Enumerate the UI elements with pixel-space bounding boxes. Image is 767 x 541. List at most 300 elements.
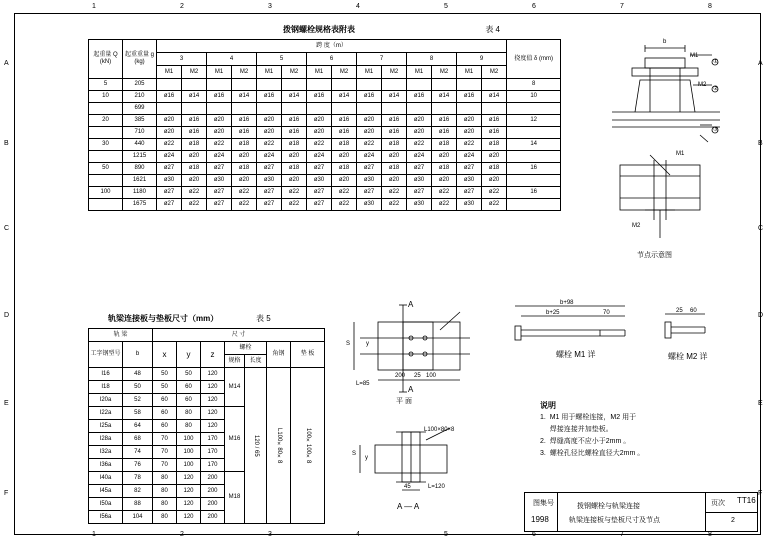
table-5-x: 50 xyxy=(153,381,177,394)
table-4-cell: ø18 xyxy=(482,163,507,175)
table-5-b: 78 xyxy=(123,472,153,485)
table-5-y: 60 xyxy=(177,394,201,407)
section-caption: A — A xyxy=(397,502,420,511)
table-5-z: 200 xyxy=(201,472,225,485)
table-4-d: 14 xyxy=(507,139,561,151)
table-4-cell: ø16 xyxy=(307,91,332,103)
ruler-left-mark: E xyxy=(4,400,9,407)
label-m1-node: M1 xyxy=(690,53,699,59)
table-4-cell: ø27 xyxy=(257,163,282,175)
title-block-page-label: 页次 xyxy=(711,500,725,507)
table-4-bolt-type: M1 xyxy=(307,66,332,79)
table-4-header-d: 挠度值 δ (mm) xyxy=(507,40,561,79)
table-4-cell: ø27 xyxy=(207,163,232,175)
table-4-cell: ø18 xyxy=(432,139,457,151)
ruler-right-mark: A xyxy=(758,60,763,67)
table-4-g: 1215 xyxy=(123,151,157,163)
table-5-z: 170 xyxy=(201,433,225,446)
ruler-right-mark: F xyxy=(758,490,763,497)
table-5-z: 200 xyxy=(201,498,225,511)
table-4-g: 710 xyxy=(123,127,157,139)
table-4-g: 1675 xyxy=(123,199,157,211)
table-4-span-value: 7 xyxy=(357,53,407,66)
table-4-cell: ø20 xyxy=(357,127,382,139)
table-4-cell: ø20 xyxy=(407,115,432,127)
table-4-g: 385 xyxy=(123,115,157,127)
table-5-header-z: z xyxy=(201,342,225,368)
table-5-x: 60 xyxy=(153,407,177,420)
ruler-top-mark: 1 xyxy=(92,3,96,10)
table-5-m: I18 xyxy=(89,381,123,394)
table-4-cell: ø22 xyxy=(182,187,207,199)
table-4-cell: ø20 xyxy=(157,115,182,127)
table-5-header-size: 尺 寸 xyxy=(153,329,325,342)
table-5-z: 120 xyxy=(201,394,225,407)
table-4-cell: ø16 xyxy=(207,91,232,103)
table-5-x: 80 xyxy=(153,472,177,485)
table-5-x: 80 xyxy=(153,511,177,524)
table-5-bolt-spec-b: M16 xyxy=(225,407,245,472)
table-4-cell: ø22 xyxy=(257,139,282,151)
table-4-cell: ø20 xyxy=(482,151,507,163)
table-4-g: 1180 xyxy=(123,187,157,199)
table-5-x: 60 xyxy=(153,394,177,407)
table-5-y: 120 xyxy=(177,472,201,485)
table-5-z: 120 xyxy=(201,420,225,433)
table-5-m: I32a xyxy=(89,446,123,459)
notes-heading: 说明 xyxy=(540,401,556,410)
table-5-y: 100 xyxy=(177,459,201,472)
node-detail-caption: 节点示意图 xyxy=(637,252,672,259)
section-view xyxy=(360,428,450,490)
table-5-header-angle: 角钢 xyxy=(267,342,291,368)
table-5-x: 70 xyxy=(153,459,177,472)
table-4-d: 10 xyxy=(507,91,561,103)
circle-2: ② xyxy=(713,86,719,92)
ruler-top-mark: 6 xyxy=(532,3,536,10)
table-4-cell: ø20 xyxy=(182,175,207,187)
ruler-bottom-mark: 7 xyxy=(620,531,624,538)
table-4-cell: ø16 xyxy=(282,115,307,127)
title-block-mid xyxy=(557,493,706,532)
table-4-cell: ø22 xyxy=(482,199,507,211)
table-4-cell: ø18 xyxy=(282,163,307,175)
table-4-cell: ø22 xyxy=(157,139,182,151)
ruler-right-mark: C xyxy=(758,225,764,232)
notes-list xyxy=(540,412,644,460)
table-4-cell: ø22 xyxy=(382,199,407,211)
table-4-cell: ø16 xyxy=(332,127,357,139)
title-block-year: 1998 xyxy=(531,515,549,524)
section-y: y xyxy=(365,455,368,461)
table-4-cell: ø22 xyxy=(282,199,307,211)
table-4-bolt-type: M2 xyxy=(332,66,357,79)
table-4-cell: ø20 xyxy=(332,175,357,187)
table-4-cell: ø20 xyxy=(157,127,182,139)
table-5-title: 轨梁连接板与垫板尺寸（mm） xyxy=(108,314,219,323)
label-s: S xyxy=(346,341,351,347)
table-5-number: 表 5 xyxy=(256,314,271,323)
table-4-g: 440 xyxy=(123,139,157,151)
table-5-b: 52 xyxy=(123,394,153,407)
table-4-cell: ø14 xyxy=(432,91,457,103)
ruler-top-mark: 2 xyxy=(180,3,184,10)
table-4-cell: ø22 xyxy=(207,139,232,151)
table-4-span-value: 8 xyxy=(407,53,457,66)
table-5-x: 50 xyxy=(153,368,177,381)
table-4-g: 1621 xyxy=(123,175,157,187)
table-5-b: 88 xyxy=(123,498,153,511)
table-5-b: 76 xyxy=(123,459,153,472)
table-5-bolt-length: 120 / 65 xyxy=(245,368,267,524)
table-4-cell: ø22 xyxy=(382,187,407,199)
table-4-cell: ø22 xyxy=(357,139,382,151)
table-4-cell: ø30 xyxy=(257,175,282,187)
table-5-b: 74 xyxy=(123,446,153,459)
table-4-cell: ø18 xyxy=(182,139,207,151)
ruler-top-mark: 3 xyxy=(268,3,272,10)
section-s: S xyxy=(352,451,357,457)
table-4-cell: ø16 xyxy=(482,115,507,127)
table-4-cell: ø22 xyxy=(332,199,357,211)
table-4-span-value: 5 xyxy=(257,53,307,66)
table-4-cell: ø20 xyxy=(232,175,257,187)
table-4-cell: ø27 xyxy=(307,163,332,175)
table-4-cell: ø20 xyxy=(207,127,232,139)
table-4-cell: ø14 xyxy=(282,91,307,103)
table-4-cell: ø16 xyxy=(257,91,282,103)
node-elevation xyxy=(612,45,720,142)
table-4-cell: ø24 xyxy=(307,151,332,163)
table-5-m: I56a xyxy=(89,511,123,524)
table-4-d: 8 xyxy=(507,79,561,91)
ruler-bottom-mark: 3 xyxy=(268,531,272,538)
ruler-left-mark: C xyxy=(4,225,10,232)
table-4-q: 20 xyxy=(89,115,123,127)
title-block xyxy=(524,492,758,532)
table-4-cell: ø27 xyxy=(407,163,432,175)
table-5-bolt-spec-c: M18 xyxy=(225,472,245,524)
table-4-cell: ø14 xyxy=(382,91,407,103)
table-4-cell: ø16 xyxy=(407,91,432,103)
table-5-b: 64 xyxy=(123,420,153,433)
table-5-m: I40a xyxy=(89,472,123,485)
ruler-bottom-mark: 5 xyxy=(444,531,448,538)
table-4-cell: ø20 xyxy=(282,175,307,187)
table-5-z: 200 xyxy=(201,485,225,498)
ruler-top-mark: 4 xyxy=(356,3,360,10)
table-4-cell: ø22 xyxy=(282,187,307,199)
ruler-top-mark: 5 xyxy=(444,3,448,10)
table-4-cell: ø24 xyxy=(257,151,282,163)
table-4-cell: ø22 xyxy=(307,139,332,151)
table-5-z: 170 xyxy=(201,446,225,459)
table-4-cell: ø14 xyxy=(482,91,507,103)
table-4-cell: ø16 xyxy=(332,115,357,127)
table-5-y: 120 xyxy=(177,511,201,524)
table-5-y: 120 xyxy=(177,485,201,498)
circle-3: ③ xyxy=(713,127,719,133)
plan-section-mark-top: A xyxy=(408,300,414,309)
table-4-cell: ø30 xyxy=(357,175,382,187)
table-4-cell: ø24 xyxy=(407,151,432,163)
table-4-cell: ø16 xyxy=(482,127,507,139)
table-4-cell: ø27 xyxy=(307,199,332,211)
table-5-z: 170 xyxy=(201,459,225,472)
table-4-cell: ø18 xyxy=(232,163,257,175)
ruler-bottom-mark: 4 xyxy=(356,531,360,538)
table-4-cell: ø20 xyxy=(282,151,307,163)
table-4-cell: ø22 xyxy=(457,139,482,151)
table-5-y: 50 xyxy=(177,368,201,381)
table-4-bolt-type: M2 xyxy=(432,66,457,79)
table-5-header-y: y xyxy=(177,342,201,368)
label-m2-lower: M2 xyxy=(632,223,641,229)
table-4-cell: ø24 xyxy=(157,151,182,163)
dim-b98: b+98 xyxy=(560,300,574,306)
table-4-cell: ø22 xyxy=(182,199,207,211)
ruler-right-mark: E xyxy=(758,400,763,407)
label-y: y xyxy=(366,341,369,347)
table-5-header-len: 长度 xyxy=(245,355,267,368)
table-4-cell: ø30 xyxy=(407,199,432,211)
title-block-name2: 轨梁连接板与垫板尺寸及节点 xyxy=(569,517,660,524)
note-item: 2. 焊缝高度不应小于2mm 。 xyxy=(540,438,631,445)
label-b: b xyxy=(663,39,667,45)
table-4-cell: ø20 xyxy=(307,127,332,139)
title-block-org: 图集号 xyxy=(533,500,554,507)
ruler-bottom-mark: 2 xyxy=(180,531,184,538)
table-4-bolt-type: M1 xyxy=(157,66,182,79)
table-4-bolt-type: M1 xyxy=(457,66,482,79)
table-4-cell: ø14 xyxy=(182,91,207,103)
table-4-q: 10 xyxy=(89,91,123,103)
table-5-b: 50 xyxy=(123,381,153,394)
table-4-bolt-type: M2 xyxy=(282,66,307,79)
dim-25: 25 xyxy=(414,373,421,379)
table-5-x: 60 xyxy=(153,420,177,433)
table-5-y: 120 xyxy=(177,498,201,511)
table-5-b: 82 xyxy=(123,485,153,498)
table-4-cell: ø27 xyxy=(157,199,182,211)
table-4-cell: ø20 xyxy=(307,115,332,127)
table-4-q: 50 xyxy=(89,163,123,175)
table-4-cell: ø22 xyxy=(232,199,257,211)
ruler-bottom-mark: 8 xyxy=(708,531,712,538)
table-4-cell: ø16 xyxy=(182,115,207,127)
table-4-cell: ø24 xyxy=(207,151,232,163)
table-4-cell: ø18 xyxy=(382,163,407,175)
table-4-cell: ø27 xyxy=(357,163,382,175)
table-4-cell: ø22 xyxy=(407,139,432,151)
table-4-cell: ø30 xyxy=(407,175,432,187)
table-4-cell: ø16 xyxy=(282,127,307,139)
table-4-cell: ø20 xyxy=(207,115,232,127)
ruler-left-mark: B xyxy=(4,140,9,147)
table-4-cell: ø18 xyxy=(382,139,407,151)
table-4-cell: ø20 xyxy=(457,115,482,127)
table-4-cell: ø30 xyxy=(357,199,382,211)
table-4-cell: ø27 xyxy=(157,187,182,199)
table-5-x: 70 xyxy=(153,433,177,446)
table-4-span-value: 6 xyxy=(307,53,357,66)
table-4-cell: ø27 xyxy=(307,187,332,199)
table-4-cell: ø27 xyxy=(157,163,182,175)
table-4-cell: ø18 xyxy=(332,163,357,175)
table-4-header-g: 起重重量 g (kg) xyxy=(123,40,157,79)
table-4-cell: ø16 xyxy=(357,91,382,103)
table-4-number: 表 4 xyxy=(485,25,500,34)
table-4-cell: ø14 xyxy=(332,91,357,103)
table-5-y: 80 xyxy=(177,407,201,420)
table-4-cell: ø27 xyxy=(257,187,282,199)
table-5-b: 68 xyxy=(123,433,153,446)
table-4-cell: ø18 xyxy=(482,139,507,151)
table-5-angle: L100×80×8 xyxy=(267,368,291,524)
plan-view xyxy=(354,305,470,392)
table-4-cell: ø18 xyxy=(232,139,257,151)
angle-label: L100×80×8 xyxy=(424,427,455,433)
table-4-q: 5 xyxy=(89,79,123,91)
table-5-header-b: b xyxy=(123,342,153,368)
table-4-cell: ø20 xyxy=(407,127,432,139)
table-4-cell: ø22 xyxy=(432,187,457,199)
table-4-cell: ø22 xyxy=(232,187,257,199)
table-4-span-value: 9 xyxy=(457,53,507,66)
table-4-header-span: 跨 度（m） xyxy=(157,40,507,53)
ruler-top-mark: 7 xyxy=(620,3,624,10)
table-4-cell: ø27 xyxy=(207,199,232,211)
dim-b25: b+25 xyxy=(546,310,560,316)
table-5-m: I20a xyxy=(89,394,123,407)
table-5-bolt-spec-a: M14 xyxy=(225,368,245,407)
ruler-bottom-mark: 1 xyxy=(92,531,96,538)
table-5-z: 120 xyxy=(201,368,225,381)
table-4-bolt-type: M1 xyxy=(407,66,432,79)
table-4-q: 30 xyxy=(89,139,123,151)
bolt-m2-caption: 螺栓 M2 详 xyxy=(668,352,708,361)
notes xyxy=(540,400,644,460)
bolt-m2-view xyxy=(665,314,705,338)
note-item: 1. M1 用于螺栓连接，M2 用于 xyxy=(540,414,637,421)
table-4-cell: ø20 xyxy=(457,127,482,139)
table-5-x: 80 xyxy=(153,485,177,498)
title-block-page: 2 xyxy=(731,517,735,524)
table-5-header-bolt: 螺栓 xyxy=(225,342,267,355)
table-4-bolt-type: M1 xyxy=(357,66,382,79)
table-5-pad: 100×100×8 xyxy=(291,368,325,524)
table-5-y: 80 xyxy=(177,420,201,433)
table-5-header-pad: 垫 板 xyxy=(291,342,325,368)
note-item: 焊接连接并加垫板。 xyxy=(540,426,613,433)
table-4-span-value: 4 xyxy=(207,53,257,66)
table-4-cell: ø24 xyxy=(357,151,382,163)
ruler-left-mark: F xyxy=(4,490,9,497)
table-4-g: 890 xyxy=(123,163,157,175)
plan-caption: 平 面 xyxy=(396,398,412,405)
table-4-d: 12 xyxy=(507,115,561,127)
table-4-bolt-type: M1 xyxy=(207,66,232,79)
dim-m2-60: 60 xyxy=(690,308,697,314)
table-4-cell: ø22 xyxy=(332,187,357,199)
table-4-q: 100 xyxy=(89,187,123,199)
ruler-right-mark: B xyxy=(758,140,763,147)
table-5-b: 104 xyxy=(123,511,153,524)
table-4-cell: ø18 xyxy=(432,163,457,175)
table-4-cell: ø20 xyxy=(182,151,207,163)
table-4-cell: ø20 xyxy=(232,151,257,163)
table-4-cell: ø16 xyxy=(432,115,457,127)
table-4-cell: ø16 xyxy=(432,127,457,139)
table-4-cell: ø16 xyxy=(232,115,257,127)
plan-section-mark-bottom: A xyxy=(408,385,414,394)
table-5-header-model: 工字钢型号 xyxy=(89,342,123,368)
ruler-top-mark: 8 xyxy=(708,3,712,10)
section-dim-l120: L=120 xyxy=(428,484,445,490)
table-4-cell: ø18 xyxy=(332,139,357,151)
table-5-z: 120 xyxy=(201,381,225,394)
circle-1: ① xyxy=(713,59,719,65)
table-4-span-value: 3 xyxy=(157,53,207,66)
table-5-b: 48 xyxy=(123,368,153,381)
table-4-cell: ø20 xyxy=(382,151,407,163)
table-5-x: 80 xyxy=(153,498,177,511)
table-4-cell: ø20 xyxy=(432,151,457,163)
table-4-cell: ø20 xyxy=(257,127,282,139)
table-5-z: 120 xyxy=(201,407,225,420)
table-4-cell: ø20 xyxy=(257,115,282,127)
ruler-left-mark: D xyxy=(4,312,10,319)
table-4-cell: ø14 xyxy=(232,91,257,103)
table-4-d: 16 xyxy=(507,187,561,199)
label-m2-node: M2 xyxy=(698,82,707,88)
ruler-bottom-mark: 6 xyxy=(532,531,536,538)
section-dim-45: 45 xyxy=(404,484,411,490)
table-4-cell: ø16 xyxy=(157,91,182,103)
table-4-bolt-type: M2 xyxy=(482,66,507,79)
table-4-header-q: 起重量 Q (kN) xyxy=(89,40,123,79)
table-4-cell: ø20 xyxy=(382,175,407,187)
table-5-y: 100 xyxy=(177,446,201,459)
table-4-cell: ø30 xyxy=(207,175,232,187)
table-4-cell: ø20 xyxy=(357,115,382,127)
dim-m2-25: 25 xyxy=(676,308,683,314)
table-4-d: 16 xyxy=(507,163,561,175)
table-5-y: 100 xyxy=(177,433,201,446)
table-4-bolt-type: M2 xyxy=(382,66,407,79)
table-4-cell: ø27 xyxy=(207,187,232,199)
table-5-m: I36a xyxy=(89,459,123,472)
table-4-cell: ø27 xyxy=(257,199,282,211)
dim-200: 200 xyxy=(395,373,406,379)
table-4-cell: ø30 xyxy=(457,199,482,211)
title-block-code: TT16 xyxy=(737,496,756,505)
ruler-left-mark: A xyxy=(4,60,9,67)
table-4-cell: ø22 xyxy=(482,187,507,199)
table-4-cell: ø22 xyxy=(432,199,457,211)
title-block-split xyxy=(705,512,758,513)
table-4-cell: ø27 xyxy=(407,187,432,199)
table-4-cell: ø16 xyxy=(182,127,207,139)
table-4-cell: ø27 xyxy=(357,187,382,199)
table-4-cell: ø20 xyxy=(332,151,357,163)
dim-100: 100 xyxy=(426,373,437,379)
table-5-m: I16 xyxy=(89,368,123,381)
table-4-g: 205 xyxy=(123,79,157,91)
table-4-g: 699 xyxy=(123,103,157,115)
table-4-cell: ø16 xyxy=(382,127,407,139)
table-4-cell: ø18 xyxy=(282,139,307,151)
